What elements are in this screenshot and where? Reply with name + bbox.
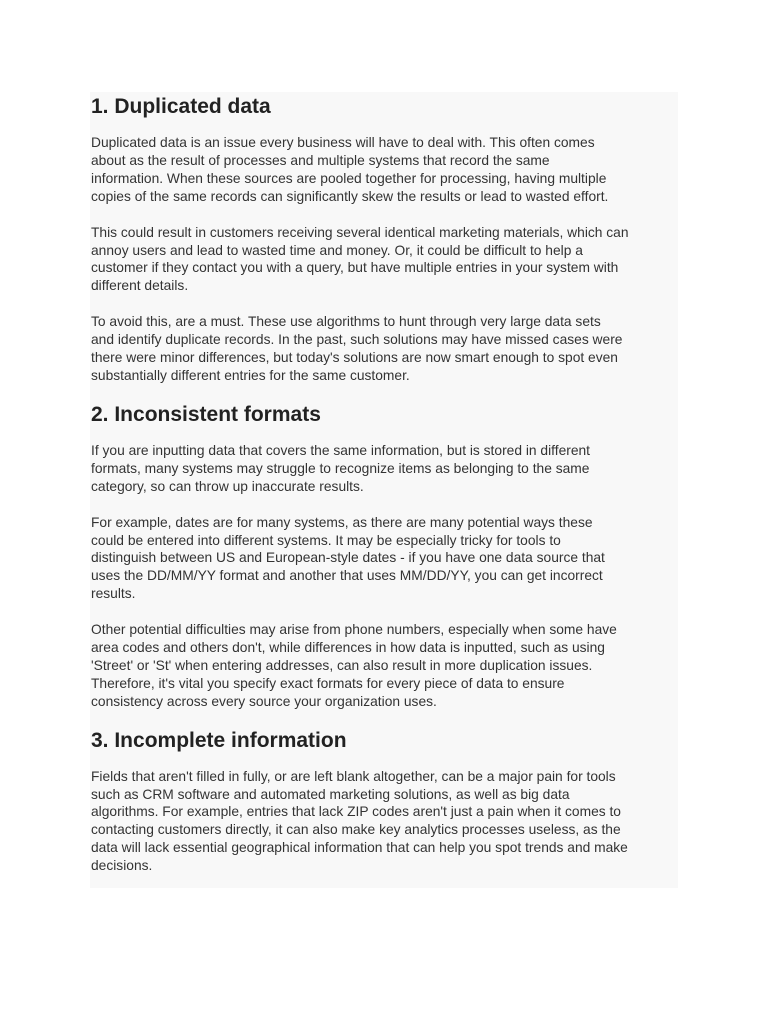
paragraph: Duplicated data is an issue every business will have to deal with. This often comes about as the result of processes and multiple systems that record the same information. When these sources are pooled together for processing, having multiple copies of the same records can significantly skew the results or lead to wasted effort. (91, 135, 609, 204)
section-heading: 1. Duplicated data (91, 95, 271, 118)
paragraph: To avoid this, are a must. These use algorithms to hunt through very large data sets and identify duplicate records. In the past, such solutions may have missed cases were there were minor differences, but today's solutions are now smart enough to spot even substantially different entries for the same customer. (91, 314, 623, 383)
section-heading: 3. Incomplete information (91, 728, 347, 752)
paragraph: Other potential difficulties may arise from phone numbers, especially when some have area codes and others don't, while differences in how data is inputted, such as using 'Street' or 'St' when entering addresses, can also result in more duplication issues. Therefore, it's vital you specify exact formats for every piece of data to ensure consistency across every source your organization uses. (91, 622, 617, 709)
document-body (90, 92, 678, 888)
paragraph: Fields that aren't filled in fully, or are left blank altogether, can be a major pain for tools such as CRM software and automated marketing solutions, as well as big data algorithms. For example, entries that lack ZIP codes aren't just a pain when it comes to contacting customers directly, it can also make key analytics processes useless, as the data will lack essential geographical information that can help you spot trends and make decisions. (91, 768, 628, 874)
paragraph: This could result in customers receiving several identical marketing materials, which can annoy users and lead to wasted time and money. Or, it could be difficult to help a customer if they contact you with a query, but have multiple entries in your system with different details. (91, 224, 629, 294)
paragraph: For example, dates are for many systems, as there are many potential ways these could be entered into different systems. It may be especially tricky for tools to distinguish between US and European-style dates - if you have one data source that uses the DD/MM/YY format and another that uses MM/DD/YY, you can get incorrect results. (91, 514, 605, 602)
section-heading: 2. Inconsistent formats (91, 402, 321, 426)
paragraph: If you are inputting data that covers the same information, but is stored in different formats, many systems may struggle to recognize items as belonging to the same category, so can throw up inaccurate results. (91, 442, 591, 494)
